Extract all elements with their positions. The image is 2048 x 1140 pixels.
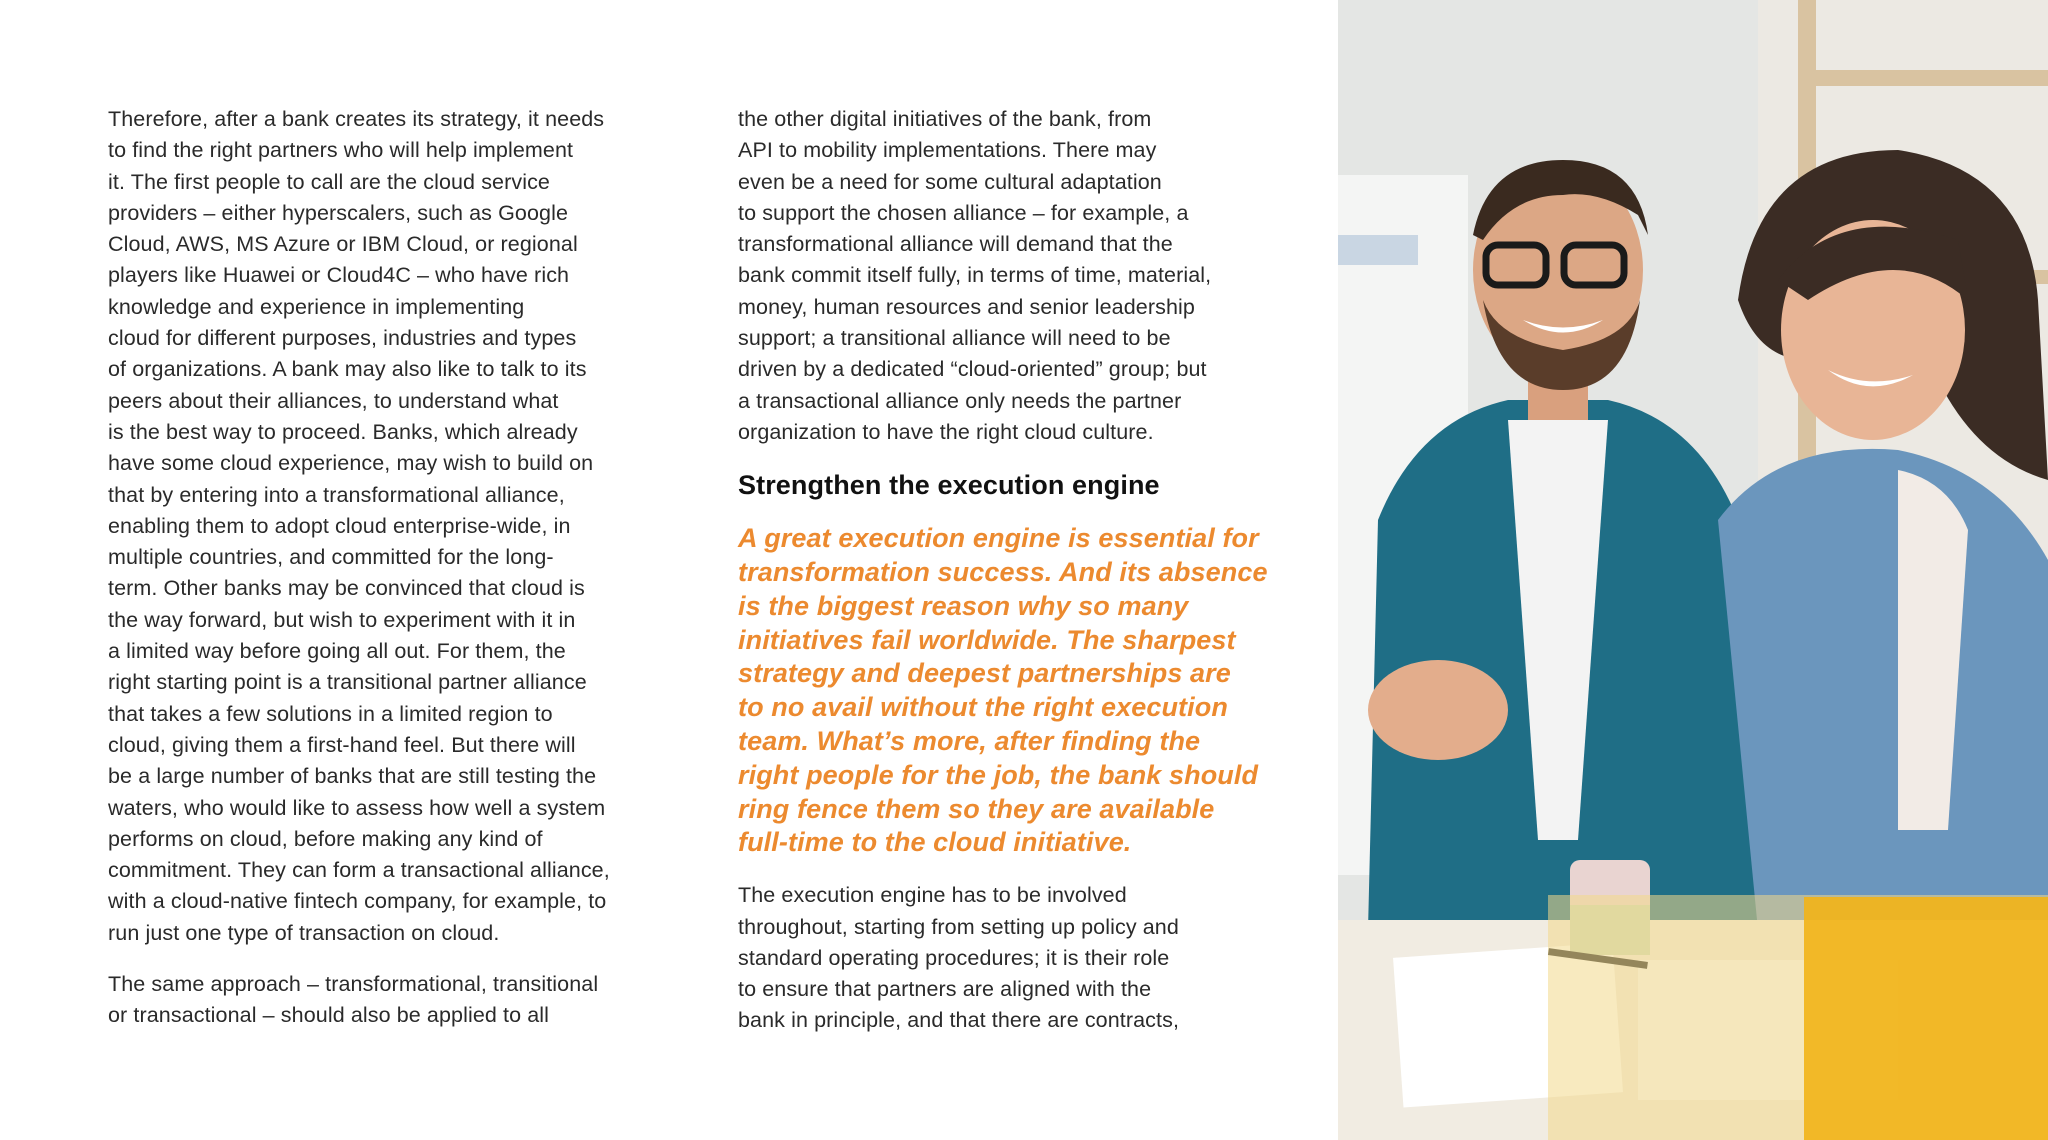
right-body-paragraph: The execution engine has to be involved throughout, starting from setting up policy and standard operating procedures; it is their role to ensure that partners are aligned with the bank in principle, and that there are contracts, bbox=[738, 883, 1180, 1033]
pull-quote: A great execution engine is essential for transformation success. And its absence is the biggest reason why so many initiatives fail worldwide. The sharpest strategy and deepest partnerships are to no avail without the right execution team. What’s more, after finding the right people for the job, the bank should ring fence them so they are available full-time to the cloud initiative. bbox=[738, 523, 1268, 858]
left-paragraph-2: The same approach – transformational, transitional or transactional – should also be applied to all bbox=[108, 972, 599, 1028]
woman-figure bbox=[1718, 150, 2048, 930]
hero-photo bbox=[1338, 0, 2048, 1140]
hands bbox=[1368, 660, 1508, 760]
yellow-accent-block bbox=[1804, 897, 2048, 1140]
left-text-column bbox=[108, 104, 698, 1052]
left-paragraph-1: Therefore, after a bank creates its strategy, it needs to find the right partners who will help implement it. The first people to call are the cloud service providers – either hyperscalers, such as Google Cloud, AWS, MS Azure or IBM Cloud, or regional players like Huawei or Cloud4C – who have rich knowledge and experience in implementing cloud for different purposes, industries and types of organizations. A bank may also like to talk to its peers about their alliances, to understand what is the best way to proceed. Banks, which already have some cloud experience, may wish to build on that by entering into a transformational alliance, enabling them to adopt cloud enterprise-wide, in multiple countries, and committed for the long- term. Other banks may be convinced that cloud is the way forward, but wish to experiment with it in a limited way before going all out. For them, the right starting point is a transitional partner alliance that takes a few solutions in a limited region to cloud, giving them a first-hand feel. But there will be a large number of banks that are still testing the waters, who would like to assess how well a system performs on cloud, before making any kind of commitment. They can form a transactional alliance, with a cloud-native fintech company, for example, to run just one type of transaction on cloud. bbox=[108, 107, 610, 945]
office-collaboration-illustration bbox=[1338, 0, 2048, 1140]
right-text-column bbox=[738, 104, 1338, 1057]
section-heading: Strengthen the execution engine bbox=[738, 470, 1160, 501]
right-intro-paragraph: the other digital initiatives of the bank, from API to mobility implementations. There may even be a need for some cultural adaptation to support the chosen alliance – for example, a transformational alliance will demand that the bank commit itself fully, in terms of time, material, money, human resources and senior leadership support; a transitional alliance will need to be driven by a dedicated “cloud-oriented” group; but a transactional alliance only needs the partner organization to have the right cloud culture. bbox=[738, 107, 1212, 444]
